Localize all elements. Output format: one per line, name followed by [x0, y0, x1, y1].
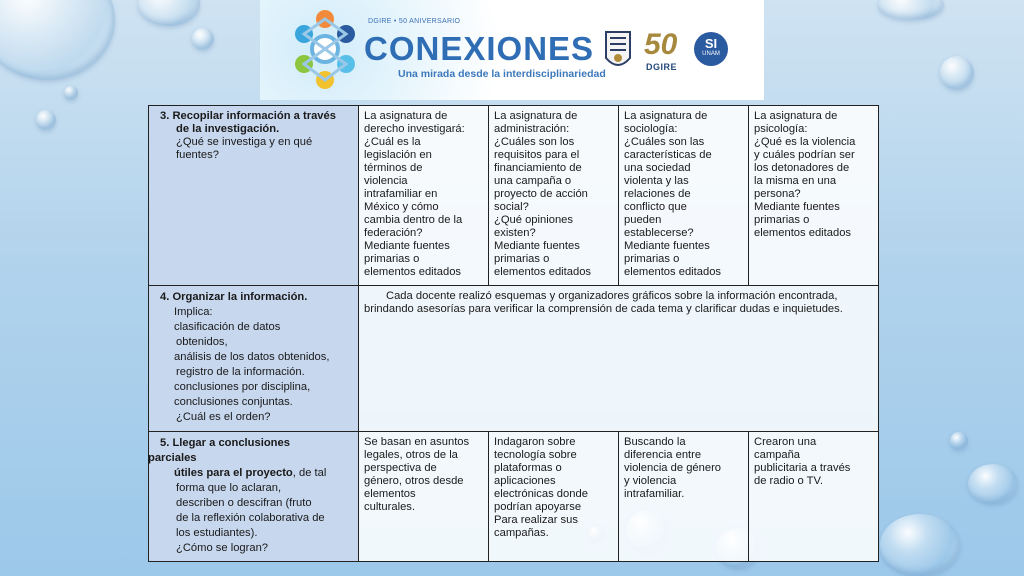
water-drop-decoration: [878, 0, 944, 20]
cell-line: publicitaria a través: [754, 462, 851, 474]
step-bold-part: útiles para el proyecto: [174, 467, 293, 479]
cell-line: Crearon una: [754, 436, 817, 448]
cell-line: Para realizar sus: [494, 514, 578, 526]
water-drop-decoration: [0, 0, 115, 80]
cell-line: social?: [494, 201, 529, 213]
cell-line: Mediante fuentes: [624, 240, 710, 252]
table-cell-derecho: [359, 106, 489, 286]
cell-line: establecerse?: [624, 227, 694, 239]
cell-line: La asignatura de: [754, 110, 838, 122]
cell-line: y cuáles podrían ser: [754, 149, 855, 161]
step-cell: [149, 106, 359, 286]
cell-line: y violencia: [624, 475, 677, 487]
water-drop-decoration: [940, 56, 974, 90]
cell-line: perspectiva de: [364, 462, 437, 474]
table-cell-conclusion-psicologia: [749, 432, 879, 562]
cell-line: una campaña o: [494, 175, 572, 187]
dgire-50-label: DGIRE: [646, 62, 678, 72]
dgire-50-number: 50: [644, 28, 678, 61]
cell-line: legislación en: [364, 149, 432, 161]
table-cell-psicologia: [749, 106, 879, 286]
water-drop-decoration: [950, 432, 968, 450]
step-line: análisis de los datos obtenidos,: [174, 351, 330, 363]
cell-line: ¿Qué opiniones: [494, 214, 573, 226]
cell-line: ¿Cuáles son los: [494, 136, 575, 148]
cell-line: una sociedad: [624, 162, 691, 174]
cell-line: Mediante fuentes: [494, 240, 580, 252]
banner-subtitle: DGIRE • 50 ANIVERSARIO: [368, 18, 461, 25]
cell-line: existen?: [494, 227, 536, 239]
cell-line: campañas.: [494, 527, 549, 539]
cell-line: primarias o: [494, 253, 550, 265]
step-line: clasificación de datos: [174, 321, 281, 333]
cell-line: elementos: [364, 488, 416, 500]
table-cell-sociologia: [619, 106, 749, 286]
si-unam-badge: [694, 32, 728, 66]
table-row: [149, 286, 879, 432]
header-banner: [260, 0, 764, 100]
cell-line: términos de: [364, 162, 423, 174]
table-row: [149, 106, 879, 286]
cell-line: electrónicas donde: [494, 488, 588, 500]
step-line: conclusiones conjuntas.: [174, 396, 293, 408]
step-line: conclusiones por disciplina,: [174, 381, 311, 393]
cell-line: Mediante fuentes: [364, 240, 450, 252]
water-drop-decoration: [138, 0, 200, 26]
cell-line: los detonadores de: [754, 162, 850, 174]
step-title-cont: de la investigación.: [176, 123, 280, 135]
table-cell-administracion: [489, 106, 619, 286]
cell-line: relaciones de: [624, 188, 691, 200]
cell-line: diferencia entre: [624, 449, 702, 461]
cell-line: violenta y las: [624, 175, 689, 187]
step-cell: [149, 432, 359, 562]
step-after-bold: , de tal: [292, 467, 327, 479]
cell-line: culturales.: [364, 501, 415, 513]
step-line: Implica:: [174, 306, 213, 318]
step-line: forma que lo aclaran,: [176, 482, 282, 494]
table-cell-conclusion-derecho: [359, 432, 489, 562]
table-cell-conclusion-sociologia: [619, 432, 749, 562]
step-line: [154, 466, 353, 481]
cell-line: pueden: [624, 214, 662, 226]
cell-line: legales, otros de la: [364, 449, 458, 461]
cell-line: ¿Qué es la violencia: [754, 136, 856, 148]
step-title: 3. Recopilar información a través: [160, 110, 336, 122]
cell-line: cambia dentro de la: [364, 214, 463, 226]
step-line: registro de la información.: [176, 366, 305, 378]
water-drop-decoration: [36, 110, 56, 130]
water-drop-decoration: [968, 464, 1018, 504]
cell-line: conflicto que: [624, 201, 687, 213]
cell-line: elementos editados: [364, 266, 462, 278]
cell-line: primarias o: [624, 253, 680, 265]
step-title: 4. Organizar la información.: [160, 291, 308, 303]
cell-line: Mediante fuentes: [754, 201, 840, 213]
cell-line: La asignatura de: [494, 110, 578, 122]
cell-line: México y cómo: [364, 201, 439, 213]
step-title: 5. Llegar a conclusiones: [160, 437, 290, 449]
si-badge-sub: UNAM: [702, 51, 720, 57]
unam-seal-icon: [602, 28, 634, 74]
cell-line: elementos editados: [624, 266, 722, 278]
cell-line: administración:: [494, 123, 570, 135]
cell-line: podrían apoyarse: [494, 501, 582, 513]
cell-line: Se basan en asuntos: [364, 436, 470, 448]
cell-line: requisitos para el: [494, 149, 580, 161]
cell-line: características de: [624, 149, 712, 161]
cell-line: intrafamiliar.: [624, 488, 685, 500]
cell-line: elementos editados: [754, 227, 852, 239]
cell-line: ¿Cuáles son las: [624, 136, 705, 148]
cell-line: federación?: [364, 227, 423, 239]
cell-line: persona?: [754, 188, 801, 200]
cell-line: violencia de género: [624, 462, 722, 474]
methodology-table: [148, 105, 879, 562]
cell-line: aplicaciones: [494, 475, 556, 487]
water-drop-decoration: [192, 28, 214, 50]
step-line: de la reflexión colaborativa de: [176, 512, 325, 524]
cell-line: psicología:: [754, 123, 808, 135]
cell-line: de radio o TV.: [754, 475, 824, 487]
table-cell-conclusion-administracion: [489, 432, 619, 562]
step-cell: [149, 286, 359, 432]
cell-line: La asignatura de: [624, 110, 708, 122]
cell-line: la misma en una: [754, 175, 837, 187]
cell-line: Buscando la: [624, 436, 686, 448]
cell-line: campaña: [754, 449, 801, 461]
cell-line: elementos editados: [494, 266, 592, 278]
step-line: ¿Cuál es el orden?: [176, 411, 271, 423]
cell-line: sociología:: [624, 123, 678, 135]
cell-line: Indagaron sobre: [494, 436, 576, 448]
step-line: los estudiantes).: [176, 527, 258, 539]
conexiones-logo-icon: [290, 4, 360, 94]
si-badge-label: SI: [704, 36, 718, 51]
cell-line: financiamiento de: [494, 162, 582, 174]
cell-line: violencia: [364, 175, 408, 187]
cell-line: proyecto de acción: [494, 188, 588, 200]
cell-line: tecnología sobre: [494, 449, 577, 461]
water-drop-decoration: [880, 514, 960, 576]
cell-line: La asignatura de: [364, 110, 448, 122]
banner-title: CONEXIONES: [364, 30, 595, 67]
banner-tagline: Una mirada desde la interdisciplinariedad: [398, 68, 606, 80]
water-drop-decoration: [64, 86, 78, 100]
cell-line: género, otros desde: [364, 475, 464, 487]
cell-line: derecho investigará:: [364, 123, 465, 135]
step-line: obtenidos,: [176, 336, 228, 348]
step-line: ¿Qué se investiga y en qué: [176, 136, 313, 148]
cell-line: intrafamiliar en: [364, 188, 438, 200]
cell-line: ¿Cuál es la: [364, 136, 421, 148]
merged-cell-text: Cada docente realizó esquemas y organizadores gráficos sobre la información encontrada, brindando asesorías para verificar la comprensión de cada tema y clarificar dudas e inquietudes.: [364, 290, 843, 315]
cell-line: primarias o: [754, 214, 810, 226]
step-line: describen o descifran (fruto: [176, 497, 312, 509]
step-line: ¿Cómo se logran?: [176, 542, 269, 554]
dgire-50-logo: [644, 28, 688, 74]
table-cell-merged: [359, 286, 879, 432]
step-title-cont: parciales: [148, 452, 197, 464]
table-row: [149, 432, 879, 562]
step-line: fuentes?: [176, 149, 219, 161]
cell-line: primarias o: [364, 253, 420, 265]
cell-line: plataformas o: [494, 462, 562, 474]
